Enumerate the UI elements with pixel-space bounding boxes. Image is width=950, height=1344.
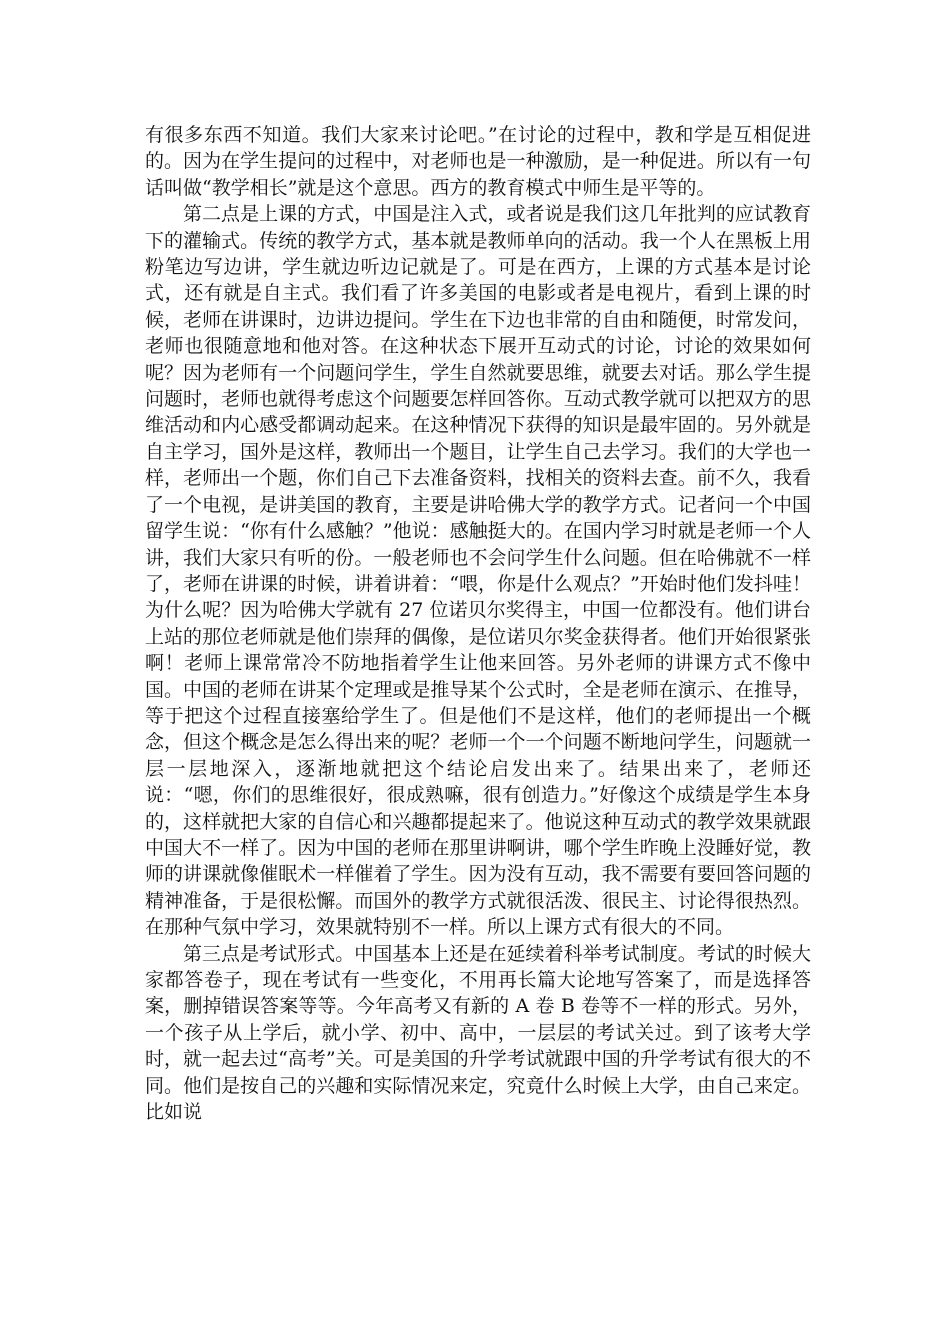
paragraph-2: 第二点是上课的方式，中国是注入式，或者说是我们这几年批判的应试教育下的灌输式。传统的教学方式，基本就是教师单向的活动。我一个人在黑板上用粉笔边写边讲，学生就边听边记就是了。可是在西方，上课的方式基本是讨论式，还有就是自主式。我们看了许多美国的电影或者是电视片，看到上课的时候，老师在讲课时，边讲边提问。学生在下边也非常的自由和随便，时常发问，老师也很随意地和他对答。在这种状态下展开互动式的讨论，讨论的效果如何呢？因为老师有一个问题问学生，学生自然就要思维，就要去对话。那么学生提问题时，老师也就得考虑这个问题要怎样回答你。互动式教学就可以把双方的思维活动和内心感受都调动起来。在这种情况下获得的知识是最牢固的。另外就是自主学习，国外是这样，教师出一个题目，让学生自己去学习。我们的大学也一样，老师出一个题，你们自己下去准备资料，找相关的资料去查。前不久，我看了一个电视，是讲美国的教育，主要是讲哈佛大学的教学方式。记者问一个中国留学生说：“你有什么感触？”他说：感触挺大的。在国内学习时就是老师一个人讲，我们大家只有听的份。一般老师也不会问学生什么问题。但在哈佛就不一样了，老师在讲课的时候，讲着讲着：“喂，你是什么观点？”开始时他们发抖哇！为什么呢？因为哈佛大学就有 27 位诺贝尔奖得主，中国一位都没有。他们讲台上站的那位老师就是他们崇拜的偶像，是位诺贝尔奖金获得者。他们开始很紧张啊！老师上课常常冷不防地指着学生让他来回答。另外老师的讲课方式不像中国。中国的老师在讲某个定理或是推导某个公式时，全是老师在演示、在推导，等于把这个过程直接塞给学生了。但是他们不是这样，他们的老师提出一个概念，但这个概念是怎么得出来的呢？老师一个一个问题不断地问学生，问题就一层一层地深入，逐渐地就把这个结论启发出来了。结果出来了，老师还说：“嗯，你们的思维很好，很成熟嘛，很有创造力。”好像这个成绩是学生本身的，这样就把大家的自信心和兴趣都提起来了。他说这种互动式的教学效果就跟中国大不一样了。因为中国的老师在那里讲啊讲，哪个学生昨晚上没睡好觉，教师的讲课就像催眠术一样催着了学生。因为没有互动，我不需要有要回答问题的精神准备，于是很松懈。而国外的教学方式就很活泼、很民主、讨论得很热烈。在那种气氛中学习，效果就特别不一样。所以上课方式有很大的不同。: [145, 203, 811, 939]
paragraph-1: 有很多东西不知道。我们大家来讨论吧。”在讨论的过程中，教和学是互相促进的。因为在学生提问的过程中，对老师也是一种激励，是一种促进。所以有一句话叫做“教学相长”就是这个意思。西方的教育模式中师生是平等的。: [145, 124, 811, 199]
paragraph-3: 第三点是考试形式。中国基本上还是在延续着科举考试制度。考试的时候大家都答卷子，现在考试有一些变化，不用再长篇大论地写答案了，而是选择答案，删掉错误答案等等。今年高考又有新的 A 卷 B 卷等不一样的形式。另外，一个孩子从上学后，就小学、初中、高中，一层层的考试关过。到了该考大学时，就一起去过“高考”关。可是美国的升学考试就跟中国的升学考试有很大的不同。他们是按自己的兴趣和实际情况来定，究竟什么时候上大学，由自己来定。比如说: [145, 942, 812, 1124]
document-body: [145, 122, 811, 1125]
